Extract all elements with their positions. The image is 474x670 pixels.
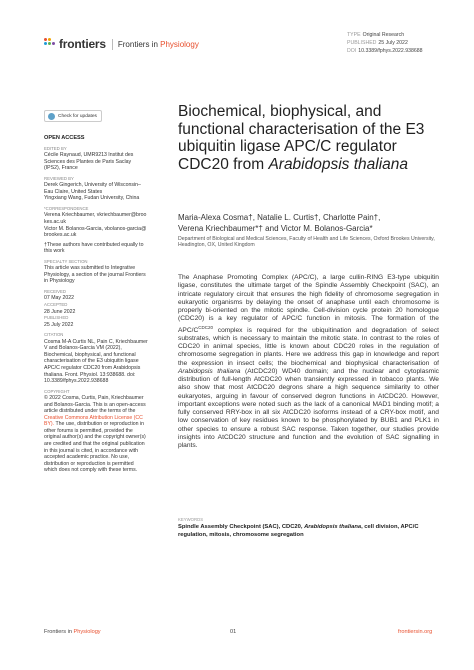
meta-type: TYPE Original Research [347, 32, 405, 38]
received-date: 07 May 2022 [44, 295, 74, 302]
journal-name [118, 40, 199, 49]
specialty-section: This article was submitted to Integrative Physiology, a section of the journal Frontiers in Physiology [44, 265, 146, 285]
frontiers-logo-icon [44, 38, 56, 50]
published-label: PUBLISHED [44, 315, 69, 321]
accepted-label: ACCEPTED [44, 302, 68, 308]
specialty-label: SPECIALTY SECTION [44, 258, 88, 264]
citation-label: CITATION [44, 332, 64, 338]
received-label: RECEIVED [44, 288, 66, 294]
author-list [178, 212, 438, 234]
journal-prefix: Frontiers in [117, 39, 158, 49]
abstract: The Anaphase Promoting Complex (APC/C), a large cullin-RING E3-type ubiquitin ligase, constitutes the ultimate target of the Spindle Assembly Checkpoint (SAC), an intricate regulatory circuit that ensures the high fidelity of chromosome segregation in eukaryotic organisms by delaying the onset of anaphase until each chromosome is properly bi-oriented on the mitotic spindle. Cell-division cycle protein 20 homologue (CDC20) is a key regulator of APC/C function in mitosis. The formation of the APC/$C^{CDC20}$ complex is required for the ubiquitination and degradation of select substrates, which is necessary to maintain the mitotic state. In contrast to the roles of CDC20 in animal species, little is known about CDC20 roles in the regulation of chromosome segregation in plants. Here we address this gap in knowledge and report the expression in insect cells; the biochemical and biophysical characterisation of Arabidopsis thaliana (AtCDC20) WD40 domain; and the nuclear and cytoplasmic distribution of full-length AtCDC20 when transiently expressed in tobacco plants. We also show that most AtCDC20 degrons share a high sequence similarity to other eukaryotes, arguing in favour of conserved degron functions in AtCDC20. However, important exceptions were noted such as the lack of a canonical MAD1 binding motif; a fully conserved RRY-box in all six AtCDC20 isoforms instead of a CRY-box motif, and low conservation of key residues known to be phosphorylated by BUB1 and PLK1 in other species to ensure a robust SAC response. Taken together, our studies provide insights into AtCDC20 structure and function and the evolution of SAC signalling in plants. [178, 274, 439, 450]
meta-doi: DOI 10.3389/fphys.2022.938688 [347, 48, 423, 55]
frontiers-logo[interactable] [44, 37, 199, 51]
open-access-label: OPEN ACCESS [44, 135, 85, 141]
logo-divider [112, 39, 113, 50]
citation-text: Cosma M-A Curtis NL, Pain C, Kriechbaumer V and Bolanos-Garcia VM (2022), Biochemical, biophysical, and functional characterisation of the E3 ubiquitin ligase APC/C regulator CDC20 from Arabidopsis thaliana. Front. Physiol. 13:938688. doi: 10.3389/fphys.2022.938688 [44, 338, 148, 385]
equal-contribution-note: †These authors have contributed equally to this work [44, 241, 144, 255]
correspondence-email[interactable]: Verena Kriechbaumer, vkriechbaumer@brookes.ac.uk [44, 212, 147, 226]
reviewer: Yingxiang Wang, Fudan University, China [44, 195, 140, 202]
article-meta [347, 31, 423, 56]
edited-by: Cécile Raynaud, UMR9213 Institut des Sciences des Plantes de Paris Saclay (IPS2), France [44, 152, 134, 172]
brand-name: frontiers [59, 37, 106, 51]
frontiersin-link[interactable]: frontiersin.org [398, 629, 433, 635]
meta-published: PUBLISHED 25 July 2022 [347, 40, 408, 47]
cc-by-license-link[interactable]: Creative Commons Attribution License (CC BY). [44, 414, 143, 428]
footer-journal: Frontiers in Physiology [44, 629, 101, 635]
authors-line[interactable]: Maria-Alexa Cosma†, Natalie L. Curtis†, Charlotte Pain†, [178, 213, 381, 222]
keywords-label: KEYWORDS [178, 517, 204, 522]
accepted-date: 28 June 2022 [44, 308, 76, 315]
doi-link[interactable]: 10.3389/fphys.2022.938688 [358, 48, 423, 55]
reviewer: Derek Gingerich, University of Wisconsin–Eau Claire, United States [44, 182, 141, 195]
journal-title: Physiology [160, 39, 199, 49]
copyright-text: © 2022 Cosma, Curtis, Pain, Kriechbaumer and Bolanos-Garcia. This is an open-access article distributed under the terms of the Creative Commons Attribution License (CC BY). The use, distribution or reproduction in other forums is permitted, provided the original author(s) and the copyright owner(s) are credited and that the original publication in this journal is cited, in accordance with accepted academic practice. No use, distribution or reproduction is permitted which does not comply with these terms. [44, 395, 146, 474]
edited-by-label: EDITED BY [44, 145, 67, 151]
copyright-label: COPYRIGHT [44, 388, 70, 394]
authors-line[interactable]: Verena Kriechbaumer*† and Victor M. Bolanos-Garcia* [178, 224, 373, 233]
article-sidebar [44, 135, 148, 474]
check-for-updates-button[interactable] [44, 110, 102, 122]
update-check-icon [48, 113, 55, 120]
published-date: 25 July 2022 [44, 321, 74, 328]
page-number: 01 [230, 629, 237, 635]
keywords: KEYWORDS Spindle Assembly Checkpoint (SAC), CDC20, Arabidopsis thaliana, cell division, APC/C regulation, mitosis, chromosome segregation [178, 516, 439, 539]
correspondence-label: *CORRESPONDENCE [44, 205, 89, 211]
reviewed-by-label: REVIEWED BY [44, 175, 74, 181]
check-updates-label: Check for updates [58, 113, 97, 119]
affiliation: Department of Biological and Medical Sciences, Faculty of Health and Life Sciences, Oxford Brookes University, Headington, OX, United Kingdom [178, 236, 435, 249]
correspondence-email[interactable]: Victor M. Bolanos-Garcia, vbolanos-garcia@brookes.ac.uk [44, 225, 147, 239]
species-name: Arabidopsis thaliana [268, 155, 409, 173]
article-title: Biochemical, biophysical, and functional characterisation of the E3 ubiquitin ligase APC/C regulator CDC20 from Arabidopsis thaliana [178, 103, 425, 173]
